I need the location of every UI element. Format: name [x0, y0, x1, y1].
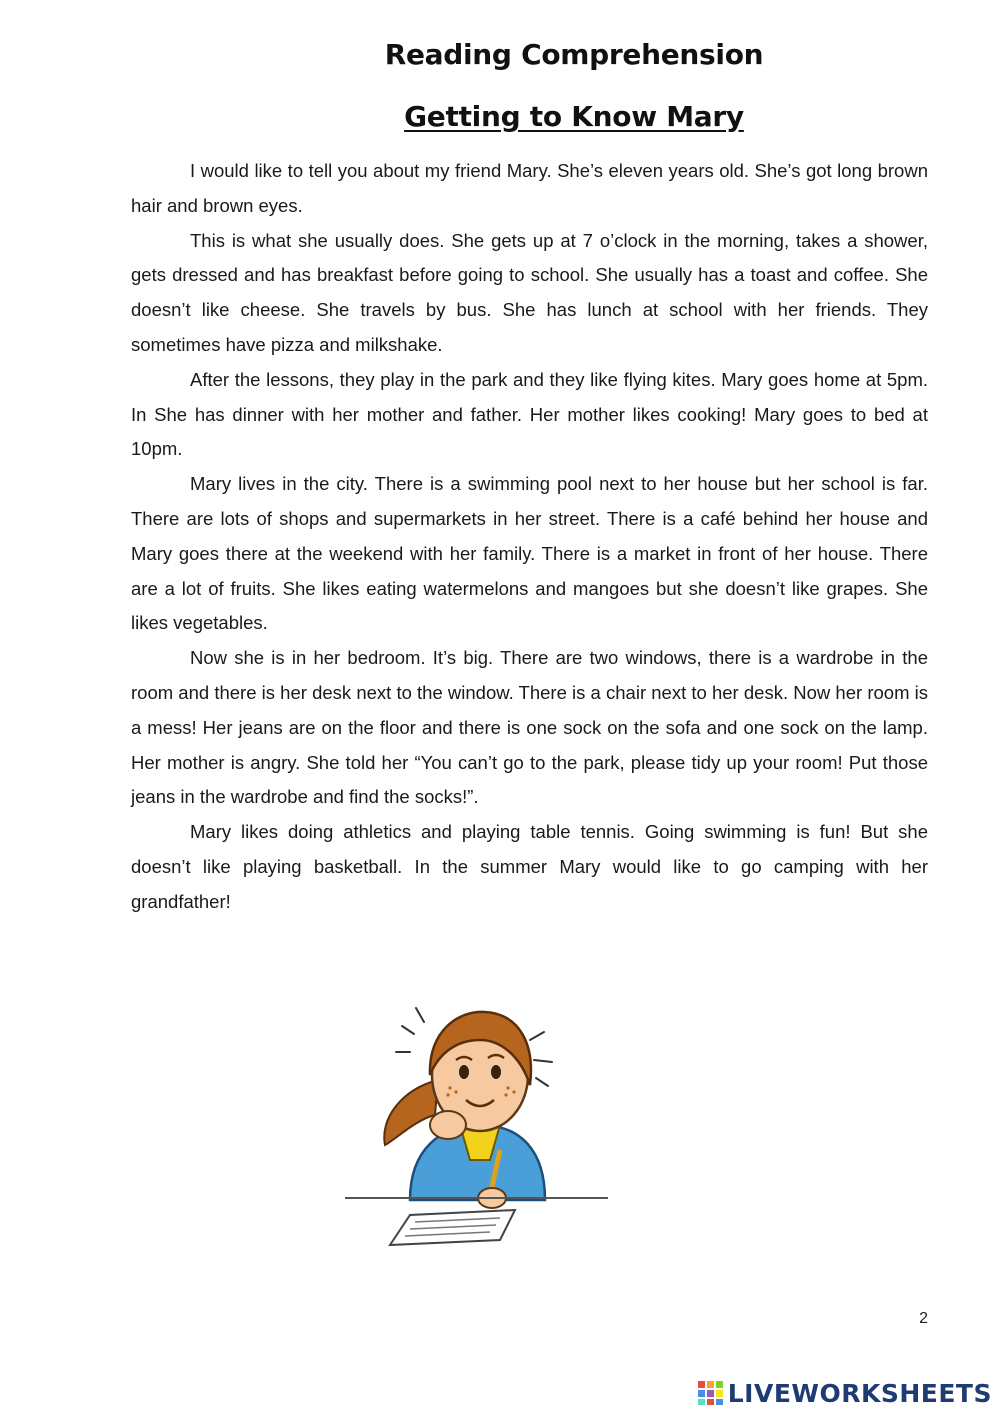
paragraph-city: Mary lives in the city. There is a swimming pool next to her house but her school is far. There are lots of shops and supermarkets in her street. There is a café behind her house and Mary goes there at the weekend with her family. There is a market in front of her house. There are a lot of fruits. She likes eating watermelons and mangoes but she doesn’t like grapes. She likes vegetables.: [131, 473, 928, 634]
paragraph-hobbies: Mary likes doing athletics and playing table tennis. Going swimming is fun! But she doesn’t like playing basketball. In the summer Mary would like to go camping with her grandfather!: [131, 821, 928, 912]
paragraph-bedroom: Now she is in her bedroom. It’s big. There are two windows, there is a wardrobe in the room and there is her desk next to the window. There is a chair next to her desk. Now her room is a mess! Her jeans are on the floor and there is one sock on the sofa and one sock on the lamp. Her mother is angry. She told her “You can’t go to the park, please tidy up your room! Put those jeans in the wardrobe and find the socks!”.: [131, 647, 928, 808]
paragraph-afternoon: After the lessons, they play in the park and they like flying kites. Mary goes home at 5pm. In She has dinner with her mother and father. Her mother likes cooking! Mary goes to bed at 10pm.: [131, 368, 928, 460]
story-body: [131, 154, 928, 920]
paragraph-intro: I would like to tell you about my friend Mary. She’s eleven years old. She’s got long brown hair and brown eyes.: [131, 160, 928, 216]
paragraph-routine: This is what she usually does. She gets up at 7 o’clock in the morning, takes a shower, gets dressed and has breakfast before going to school. She usually has a toast and coffee. She doesn’t like cheese. She travels by bus. She has lunch at school with her friends. They sometimes have pizza and milkshake.: [131, 229, 928, 355]
right-eye: [491, 1065, 501, 1079]
girl-thinking-illustration: [340, 1000, 620, 1260]
ponytail: [384, 1080, 438, 1145]
page-number: 2: [919, 1310, 928, 1327]
girl-illustration-svg: [340, 1000, 620, 1260]
story-title: Getting to Know Mary: [404, 100, 744, 133]
hand: [430, 1111, 466, 1139]
brand-name: LIVEWORKSHEETS: [727, 1378, 992, 1408]
left-eye: [459, 1065, 469, 1079]
liveworksheets-brand: [698, 1378, 992, 1408]
liveworksheets-logo-icon: [698, 1381, 724, 1405]
page-title: Reading Comprehension: [384, 38, 764, 71]
